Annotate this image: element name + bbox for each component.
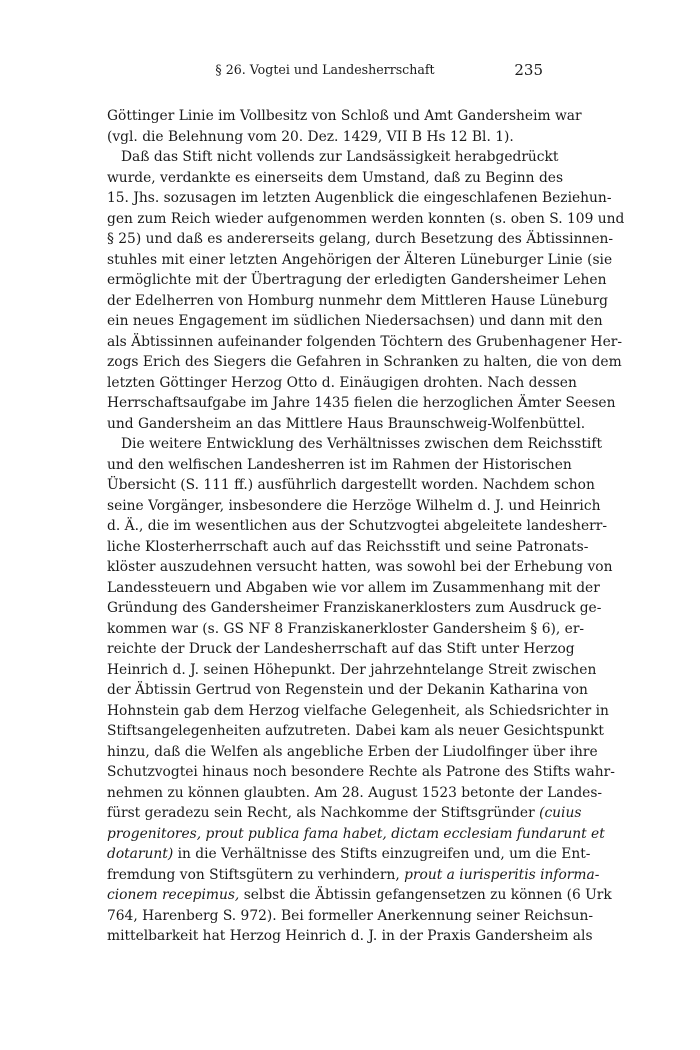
- text-line: zogs Erich des Siegers die Gefahren in Schranken zu halten, die von dem: [107, 354, 622, 370]
- text-segment: in die Verhältnisse des Stifts einzugreifen und, um die Ent-: [177, 846, 591, 862]
- text-line: Herrschaftsaufgabe im Jahre 1435 fielen die herzoglichen Ämter Seesen: [107, 395, 616, 411]
- text-line: und Gandersheim an das Mittlere Haus Braunschweig-Wolfenbüttel.: [107, 415, 586, 432]
- text-line: als Äbtissinnen aufeinander folgenden Töchtern des Grubenhagener Her-: [107, 333, 622, 350]
- text-line: [107, 803, 582, 824]
- text-line: stuhles mit einer letzten Angehörigen der Älteren Lüneburger Linie (sie: [107, 251, 613, 268]
- body-text: [107, 106, 625, 947]
- text-line: wurde, verdankte es einerseits dem Umstand, daß zu Beginn des: [107, 169, 564, 186]
- text-line: und den welfischen Landesherren ist im Rahmen der Historischen: [107, 456, 572, 473]
- running-head: [107, 58, 543, 82]
- text-line: letzten Göttinger Herzog Otto d. Einäugigen drohten. Nach dessen: [107, 374, 577, 391]
- latin-quote: prout a iurisperitis informa-: [404, 866, 600, 883]
- text-segment: selbst die Äbtissin gefangensetzen zu können (6 Urk: [243, 887, 612, 903]
- text-line: reichte der Druck der Landesherrschaft auf das Stift unter Herzog: [107, 641, 575, 657]
- latin-quote: cionem recepimus,: [107, 887, 240, 903]
- text-line: seine Vorgänger, insbesondere die Herzöge Wilhelm d. J. und Heinrich: [107, 497, 601, 514]
- text-line: nehmen zu können glaubten. Am 28. August 1523 betonte der Landes-: [107, 784, 603, 801]
- latin-quote: (cuius: [539, 805, 582, 821]
- text-line: der Edelherren von Homburg nunmehr dem Mittleren Hause Lüneburg: [107, 292, 608, 309]
- latin-quote: dotarunt): [107, 846, 174, 862]
- running-title: § 26. Vogtei und Landesherrschaft: [215, 62, 435, 77]
- text-line: Landessteuern und Abgaben wie vor allem im Zusammenhang mit der: [107, 579, 600, 596]
- text-line: (vgl. die Belehnung vom 20. Dez. 1429, VII B Hs 12 Bl. 1).: [107, 128, 514, 145]
- text-line: Die weitere Entwicklung des Verhältnisses zwischen dem Reichsstift: [121, 436, 602, 452]
- text-line: Daß das Stift nicht vollends zur Landsässigkeit herabgedrückt: [121, 149, 559, 165]
- text-line: Übersicht (S. 111 ff.) ausführlich dargestellt worden. Nachdem schon: [107, 477, 595, 493]
- text-line: Gründung des Gandersheimer Franziskanerklosters zum Ausdruck ge-: [107, 600, 602, 616]
- text-line: 15. Jhs. sozusagen im letzten Augenblick die eingeschlafenen Beziehun-: [107, 190, 612, 206]
- text-line-latin: progenitores, prout publica fama habet, dictam ecclesiam fundarunt et: [107, 825, 605, 842]
- text-line: Stiftsangelegenheiten aufzutreten. Dabei kam als neuer Gesichtspunkt: [107, 723, 604, 739]
- text-line: Heinrich d. J. seinen Höhepunkt. Der jahrzehntelange Streit zwischen: [107, 661, 597, 678]
- text-line: kommen war (s. GS NF 8 Franziskanerkloster Gandersheim § 6), er-: [107, 620, 585, 637]
- text-line: 764, Harenberg S. 972). Bei formeller Anerkennung seiner Reichsun-: [107, 907, 594, 924]
- text-line: Göttinger Linie im Vollbesitz von Schloß und Amt Gandersheim war: [107, 108, 582, 124]
- text-line: hinzu, daß die Welfen als angebliche Erben der Liudolfinger über ihre: [107, 743, 598, 760]
- text-line: ermöglichte mit der Übertragung der erledigten Gandersheimer Lehen: [107, 272, 607, 288]
- text-line: liche Klosterherrschaft auch auf das Reichsstift und seine Patronats-: [107, 538, 589, 555]
- text-line: Schutzvogtei hinaus noch besondere Rechte als Patrone des Stifts wahr-: [107, 764, 615, 780]
- text-line: mittelbarkeit hat Herzog Heinrich d. J. in der Praxis Gandersheim als: [107, 928, 593, 944]
- text-line: gen zum Reich wieder aufgenommen werden konnten (s. oben S. 109 und: [107, 210, 625, 227]
- text-line: ein neues Engagement im südlichen Niedersachsen) und dann mit den: [107, 313, 603, 329]
- page-number: 235: [514, 61, 543, 79]
- text-line: klöster auszudehnen versucht hatten, was sowohl bei der Erhebung von: [107, 559, 613, 575]
- text-line: [107, 865, 600, 886]
- book-page: [107, 58, 625, 947]
- text-line: [107, 844, 591, 865]
- text-segment: fremdung von Stiftsgütern zu verhindern,: [107, 866, 400, 883]
- text-segment: fürst geradezu sein Recht, als Nachkomme der Stiftsgründer: [107, 805, 535, 821]
- text-line: § 25) und daß es andererseits gelang, durch Besetzung des Äbtissinnen-: [107, 231, 614, 247]
- text-line: der Äbtissin Gertrud von Regenstein und der Dekanin Katharina von: [107, 682, 588, 698]
- text-line: d. Ä., die im wesentlichen aus der Schutzvogtei abgeleitete landesherr-: [107, 518, 608, 534]
- text-line: [107, 885, 612, 906]
- text-line: Hohnstein gab dem Herzog vielfache Gelegenheit, als Schiedsrichter in: [107, 702, 609, 719]
